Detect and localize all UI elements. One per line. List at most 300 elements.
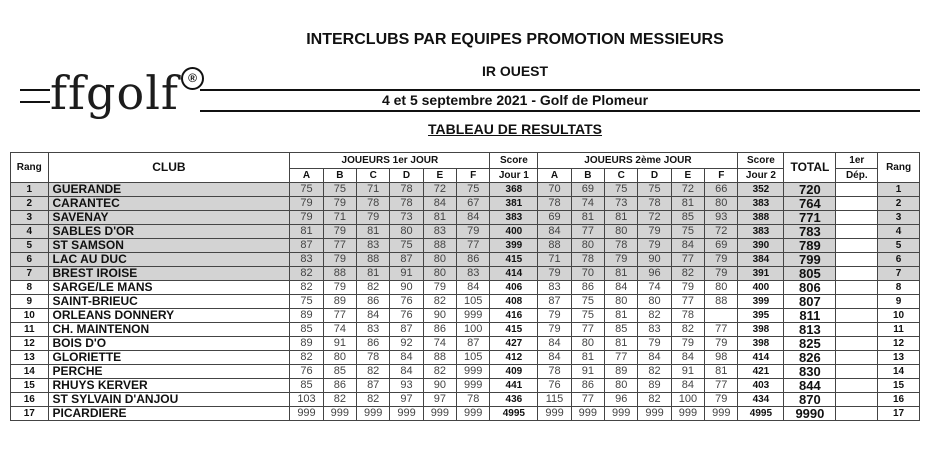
day1-score-cell: 105 bbox=[457, 295, 490, 309]
day1-score-cell: 75 bbox=[323, 183, 356, 197]
day2-score-cell: 74 bbox=[571, 197, 604, 211]
day1-score-cell: 75 bbox=[457, 183, 490, 197]
total-cell: 805 bbox=[784, 267, 836, 281]
rank-cell: 11 bbox=[11, 323, 49, 337]
club-cell: SAVENAY bbox=[48, 211, 290, 225]
day1-score-cell: 82 bbox=[423, 365, 456, 379]
rank-cell: 16 bbox=[11, 393, 49, 407]
rank-cell: 3 bbox=[11, 211, 49, 225]
day2-score-cell: 81 bbox=[605, 211, 638, 225]
day2-score-cell: 80 bbox=[605, 295, 638, 309]
rank2-cell: 6 bbox=[878, 253, 920, 267]
col-rang: Rang bbox=[11, 153, 49, 183]
total-cell: 844 bbox=[784, 379, 836, 393]
score-day2-cell: 403 bbox=[738, 379, 784, 393]
col-rang2: Rang bbox=[878, 153, 920, 183]
day1-score-cell: 103 bbox=[290, 393, 323, 407]
day1-score-cell: 81 bbox=[357, 267, 390, 281]
day1-score-cell: 79 bbox=[290, 211, 323, 225]
day1-score-cell: 78 bbox=[357, 197, 390, 211]
day1-score-cell: 85 bbox=[290, 323, 323, 337]
departure-cell bbox=[836, 365, 878, 379]
score-day2-cell: 398 bbox=[738, 323, 784, 337]
subtitle: TABLEAU DE RESULTATS bbox=[428, 121, 602, 137]
day2-score-cell: 999 bbox=[638, 407, 671, 421]
table-row bbox=[11, 295, 920, 309]
day1-score-cell: 76 bbox=[390, 309, 423, 323]
day1-score-cell: 84 bbox=[457, 281, 490, 295]
day2-score-cell: 80 bbox=[605, 225, 638, 239]
day2-score-cell: 79 bbox=[671, 281, 704, 295]
table-row bbox=[11, 253, 920, 267]
day1-score-cell: 91 bbox=[323, 337, 356, 351]
club-cell: LAC AU DUC bbox=[48, 253, 290, 267]
day1-score-cell: 87 bbox=[290, 239, 323, 253]
day2-score-cell: 82 bbox=[638, 309, 671, 323]
rank-cell: 13 bbox=[11, 351, 49, 365]
day1-score-cell: 90 bbox=[390, 281, 423, 295]
day2-score-cell: 75 bbox=[638, 183, 671, 197]
day1-score-cell: 78 bbox=[390, 197, 423, 211]
day2-score-cell: 84 bbox=[605, 281, 638, 295]
day2-score-cell: 89 bbox=[605, 365, 638, 379]
departure-cell bbox=[836, 183, 878, 197]
day2-score-cell: 71 bbox=[538, 253, 571, 267]
day2-score-cell: 77 bbox=[571, 225, 604, 239]
total-cell: 826 bbox=[784, 351, 836, 365]
day1-score-cell: 82 bbox=[290, 351, 323, 365]
day2-score-cell: 100 bbox=[671, 393, 704, 407]
day1-score-cell: 83 bbox=[457, 267, 490, 281]
score-day1-cell: 400 bbox=[490, 225, 538, 239]
score-day1-cell: 436 bbox=[490, 393, 538, 407]
col-d1-c: C bbox=[357, 169, 390, 183]
day2-score-cell: 79 bbox=[605, 253, 638, 267]
score-day1-cell: 406 bbox=[490, 281, 538, 295]
day1-score-cell: 72 bbox=[423, 183, 456, 197]
club-cell: GLORIETTE bbox=[48, 351, 290, 365]
departure-cell bbox=[836, 379, 878, 393]
day2-score-cell: 79 bbox=[538, 267, 571, 281]
day1-score-cell: 81 bbox=[357, 225, 390, 239]
day2-score-cell: 77 bbox=[705, 323, 738, 337]
day1-score-cell: 97 bbox=[390, 393, 423, 407]
rank2-cell: 3 bbox=[878, 211, 920, 225]
day2-score-cell: 999 bbox=[671, 407, 704, 421]
score-day1-cell: 383 bbox=[490, 211, 538, 225]
total-cell: 764 bbox=[784, 197, 836, 211]
day2-score-cell: 80 bbox=[571, 239, 604, 253]
day2-score-cell: 78 bbox=[605, 239, 638, 253]
rank2-cell: 10 bbox=[878, 309, 920, 323]
day1-score-cell: 84 bbox=[457, 211, 490, 225]
day1-score-cell: 77 bbox=[457, 239, 490, 253]
score-day1-cell: 399 bbox=[490, 239, 538, 253]
departure-cell bbox=[836, 197, 878, 211]
club-cell: SABLES D'OR bbox=[48, 225, 290, 239]
club-cell: CARANTEC bbox=[48, 197, 290, 211]
day2-score-cell: 86 bbox=[571, 379, 604, 393]
day2-score-cell: 70 bbox=[571, 267, 604, 281]
day1-score-cell: 82 bbox=[323, 393, 356, 407]
day1-score-cell: 999 bbox=[323, 407, 356, 421]
col-d2-e: E bbox=[671, 169, 704, 183]
day2-score-cell: 81 bbox=[705, 365, 738, 379]
day2-score-cell: 77 bbox=[671, 295, 704, 309]
day2-score-cell: 84 bbox=[671, 351, 704, 365]
day2-score-cell: 80 bbox=[705, 281, 738, 295]
club-cell: PERCHE bbox=[48, 365, 290, 379]
col-total: TOTAL bbox=[784, 153, 836, 183]
score-day1-cell: 427 bbox=[490, 337, 538, 351]
day1-score-cell: 83 bbox=[357, 323, 390, 337]
col-d2-c: C bbox=[605, 169, 638, 183]
day2-score-cell: 999 bbox=[605, 407, 638, 421]
day1-score-cell: 86 bbox=[357, 295, 390, 309]
day1-score-cell: 79 bbox=[290, 197, 323, 211]
total-cell: 789 bbox=[784, 239, 836, 253]
table-row bbox=[11, 351, 920, 365]
score-day2-cell: 352 bbox=[738, 183, 784, 197]
day1-score-cell: 88 bbox=[423, 239, 456, 253]
rank-cell: 12 bbox=[11, 337, 49, 351]
day2-score-cell: 79 bbox=[705, 393, 738, 407]
day2-score-cell: 83 bbox=[638, 323, 671, 337]
score-day2-cell: 388 bbox=[738, 211, 784, 225]
day2-score-cell: 82 bbox=[638, 393, 671, 407]
day2-score-cell: 78 bbox=[571, 253, 604, 267]
day1-score-cell: 83 bbox=[290, 253, 323, 267]
departure-cell bbox=[836, 337, 878, 351]
table-row bbox=[11, 309, 920, 323]
col-d2-a: A bbox=[538, 169, 571, 183]
club-cell: SAINT-BRIEUC bbox=[48, 295, 290, 309]
departure-cell bbox=[836, 351, 878, 365]
total-cell: 720 bbox=[784, 183, 836, 197]
day2-score-cell: 89 bbox=[638, 379, 671, 393]
day2-score-cell: 80 bbox=[705, 197, 738, 211]
club-cell: PICARDIERE bbox=[48, 407, 290, 421]
day1-score-cell: 91 bbox=[390, 267, 423, 281]
day2-score-cell: 96 bbox=[638, 267, 671, 281]
col-score2-b: Jour 2 bbox=[738, 169, 784, 183]
day1-score-cell: 78 bbox=[357, 351, 390, 365]
day2-score-cell: 90 bbox=[638, 253, 671, 267]
rank2-cell: 15 bbox=[878, 379, 920, 393]
score-day2-cell: 4995 bbox=[738, 407, 784, 421]
table-row bbox=[11, 197, 920, 211]
departure-cell bbox=[836, 295, 878, 309]
day2-score-cell: 73 bbox=[605, 197, 638, 211]
day1-score-cell: 88 bbox=[423, 351, 456, 365]
day1-score-cell: 75 bbox=[390, 239, 423, 253]
rank-cell: 6 bbox=[11, 253, 49, 267]
page-title: INTERCLUBS PAR EQUIPES PROMOTION MESSIEURS bbox=[306, 31, 724, 48]
day1-score-cell: 87 bbox=[390, 323, 423, 337]
day2-score-cell: 72 bbox=[671, 183, 704, 197]
day1-score-cell: 80 bbox=[390, 225, 423, 239]
day2-score-cell: 75 bbox=[671, 225, 704, 239]
day1-score-cell: 77 bbox=[323, 309, 356, 323]
departure-cell bbox=[836, 309, 878, 323]
day1-score-cell: 999 bbox=[457, 309, 490, 323]
day2-score-cell: 77 bbox=[671, 253, 704, 267]
day2-score-cell: 75 bbox=[571, 309, 604, 323]
total-cell: 9990 bbox=[784, 407, 836, 421]
day1-score-cell: 80 bbox=[323, 351, 356, 365]
day1-score-cell: 79 bbox=[423, 281, 456, 295]
day1-score-cell: 75 bbox=[290, 183, 323, 197]
rank-cell: 15 bbox=[11, 379, 49, 393]
date-venue: 4 et 5 septembre 2021 - Golf de Plomeur bbox=[381, 92, 649, 108]
day1-score-cell: 82 bbox=[357, 393, 390, 407]
col-d1-f: F bbox=[457, 169, 490, 183]
rule-left-top bbox=[20, 89, 50, 91]
club-cell: ST SAMSON bbox=[48, 239, 290, 253]
day2-score-cell: 82 bbox=[671, 323, 704, 337]
region-title: IR OUEST bbox=[481, 63, 549, 79]
day2-score-cell: 84 bbox=[538, 225, 571, 239]
day1-score-cell: 80 bbox=[423, 253, 456, 267]
score-day1-cell: 416 bbox=[490, 309, 538, 323]
departure-cell bbox=[836, 225, 878, 239]
day2-score-cell: 85 bbox=[605, 323, 638, 337]
day1-score-cell: 82 bbox=[357, 281, 390, 295]
day2-score-cell bbox=[705, 309, 738, 323]
rank-cell: 8 bbox=[11, 281, 49, 295]
day1-score-cell: 90 bbox=[423, 309, 456, 323]
day1-score-cell: 105 bbox=[457, 351, 490, 365]
day2-score-cell: 999 bbox=[571, 407, 604, 421]
day1-score-cell: 79 bbox=[323, 253, 356, 267]
day1-score-cell: 80 bbox=[423, 267, 456, 281]
rule-left-bottom bbox=[20, 101, 50, 103]
col-d1-d: D bbox=[390, 169, 423, 183]
day1-score-cell: 999 bbox=[423, 407, 456, 421]
day1-score-cell: 86 bbox=[357, 337, 390, 351]
day1-score-cell: 84 bbox=[390, 365, 423, 379]
day2-score-cell: 87 bbox=[538, 295, 571, 309]
score-day1-cell: 412 bbox=[490, 351, 538, 365]
rank2-cell: 4 bbox=[878, 225, 920, 239]
day2-score-cell: 84 bbox=[638, 351, 671, 365]
total-cell: 799 bbox=[784, 253, 836, 267]
col-d2-b: B bbox=[571, 169, 604, 183]
day2-score-cell: 79 bbox=[538, 323, 571, 337]
col-d2-f: F bbox=[705, 169, 738, 183]
day1-score-cell: 999 bbox=[390, 407, 423, 421]
score-day1-cell: 4995 bbox=[490, 407, 538, 421]
day2-score-cell: 72 bbox=[705, 225, 738, 239]
col-score1-b: Jour 1 bbox=[490, 169, 538, 183]
day1-score-cell: 87 bbox=[390, 253, 423, 267]
day1-score-cell: 82 bbox=[290, 281, 323, 295]
rank2-cell: 16 bbox=[878, 393, 920, 407]
day2-score-cell: 69 bbox=[705, 239, 738, 253]
day1-score-cell: 84 bbox=[390, 351, 423, 365]
col-d1-e: E bbox=[423, 169, 456, 183]
day1-score-cell: 85 bbox=[290, 379, 323, 393]
day1-score-cell: 67 bbox=[457, 197, 490, 211]
day1-score-cell: 77 bbox=[323, 239, 356, 253]
day2-score-cell: 81 bbox=[605, 337, 638, 351]
day1-score-cell: 86 bbox=[423, 323, 456, 337]
rank-cell: 4 bbox=[11, 225, 49, 239]
day1-score-cell: 999 bbox=[457, 407, 490, 421]
club-cell: RHUYS KERVER bbox=[48, 379, 290, 393]
day1-score-cell: 88 bbox=[323, 267, 356, 281]
results-table bbox=[10, 152, 920, 421]
rank2-cell: 9 bbox=[878, 295, 920, 309]
day2-score-cell: 84 bbox=[538, 337, 571, 351]
day1-score-cell: 78 bbox=[457, 393, 490, 407]
day1-score-cell: 999 bbox=[357, 407, 390, 421]
day2-score-cell: 80 bbox=[638, 295, 671, 309]
rank-cell: 7 bbox=[11, 267, 49, 281]
col-day2: JOUEURS 2ème JOUR bbox=[538, 153, 738, 169]
day1-score-cell: 75 bbox=[290, 295, 323, 309]
rank-cell: 10 bbox=[11, 309, 49, 323]
day2-score-cell: 66 bbox=[705, 183, 738, 197]
day1-score-cell: 81 bbox=[290, 225, 323, 239]
score-day2-cell: 395 bbox=[738, 309, 784, 323]
day1-score-cell: 100 bbox=[457, 323, 490, 337]
score-day1-cell: 414 bbox=[490, 267, 538, 281]
day2-score-cell: 91 bbox=[671, 365, 704, 379]
total-cell: 811 bbox=[784, 309, 836, 323]
day1-score-cell: 71 bbox=[357, 183, 390, 197]
day1-score-cell: 78 bbox=[390, 183, 423, 197]
rule-right-top bbox=[200, 89, 920, 91]
day1-score-cell: 84 bbox=[357, 309, 390, 323]
day2-score-cell: 78 bbox=[538, 365, 571, 379]
day1-score-cell: 73 bbox=[390, 211, 423, 225]
total-cell: 830 bbox=[784, 365, 836, 379]
day2-score-cell: 79 bbox=[671, 337, 704, 351]
day2-score-cell: 82 bbox=[671, 267, 704, 281]
table-row bbox=[11, 281, 920, 295]
day2-score-cell: 77 bbox=[605, 351, 638, 365]
day2-score-cell: 78 bbox=[671, 309, 704, 323]
day1-score-cell: 81 bbox=[423, 211, 456, 225]
score-day1-cell: 441 bbox=[490, 379, 538, 393]
col-score2-a: Score bbox=[738, 153, 784, 169]
total-cell: 771 bbox=[784, 211, 836, 225]
day2-score-cell: 88 bbox=[705, 295, 738, 309]
day2-score-cell: 79 bbox=[538, 309, 571, 323]
day2-score-cell: 76 bbox=[538, 379, 571, 393]
table-row bbox=[11, 225, 920, 239]
day2-score-cell: 79 bbox=[705, 253, 738, 267]
rank-cell: 1 bbox=[11, 183, 49, 197]
day2-score-cell: 79 bbox=[705, 267, 738, 281]
score-day2-cell: 414 bbox=[738, 351, 784, 365]
registered-mark-icon: ® bbox=[181, 67, 204, 90]
total-cell: 870 bbox=[784, 393, 836, 407]
day2-score-cell: 115 bbox=[538, 393, 571, 407]
day2-score-cell: 78 bbox=[538, 197, 571, 211]
departure-cell bbox=[836, 323, 878, 337]
day2-score-cell: 81 bbox=[671, 197, 704, 211]
day2-score-cell: 75 bbox=[571, 295, 604, 309]
score-day1-cell: 409 bbox=[490, 365, 538, 379]
rank-cell: 2 bbox=[11, 197, 49, 211]
departure-cell bbox=[836, 211, 878, 225]
col-day1: JOUEURS 1er JOUR bbox=[290, 153, 490, 169]
rank2-cell: 17 bbox=[878, 407, 920, 421]
day2-score-cell: 91 bbox=[571, 365, 604, 379]
rank2-cell: 2 bbox=[878, 197, 920, 211]
day1-score-cell: 79 bbox=[323, 197, 356, 211]
day2-score-cell: 79 bbox=[638, 225, 671, 239]
rank2-cell: 7 bbox=[878, 267, 920, 281]
day1-score-cell: 86 bbox=[323, 379, 356, 393]
total-cell: 813 bbox=[784, 323, 836, 337]
day1-score-cell: 82 bbox=[423, 295, 456, 309]
table-row bbox=[11, 323, 920, 337]
day1-score-cell: 89 bbox=[290, 337, 323, 351]
score-day2-cell: 434 bbox=[738, 393, 784, 407]
rank2-cell: 8 bbox=[878, 281, 920, 295]
day2-score-cell: 81 bbox=[571, 351, 604, 365]
col-dep-b: Dép. bbox=[836, 169, 878, 183]
rank2-cell: 1 bbox=[878, 183, 920, 197]
day1-score-cell: 86 bbox=[457, 253, 490, 267]
table-row bbox=[11, 407, 920, 421]
day2-score-cell: 81 bbox=[605, 309, 638, 323]
table-row bbox=[11, 211, 920, 225]
day1-score-cell: 79 bbox=[357, 211, 390, 225]
day2-score-cell: 999 bbox=[705, 407, 738, 421]
table-row bbox=[11, 267, 920, 281]
day2-score-cell: 80 bbox=[571, 337, 604, 351]
day1-score-cell: 74 bbox=[423, 337, 456, 351]
day2-score-cell: 86 bbox=[571, 281, 604, 295]
club-cell: BREST IROISE bbox=[48, 267, 290, 281]
day2-score-cell: 85 bbox=[671, 211, 704, 225]
score-day1-cell: 415 bbox=[490, 323, 538, 337]
score-day2-cell: 383 bbox=[738, 197, 784, 211]
day1-score-cell: 999 bbox=[290, 407, 323, 421]
day2-score-cell: 74 bbox=[638, 281, 671, 295]
col-club: CLUB bbox=[48, 153, 290, 183]
day1-score-cell: 92 bbox=[390, 337, 423, 351]
day2-score-cell: 96 bbox=[605, 393, 638, 407]
day1-score-cell: 74 bbox=[323, 323, 356, 337]
rank-cell: 9 bbox=[11, 295, 49, 309]
day1-score-cell: 83 bbox=[357, 239, 390, 253]
score-day1-cell: 408 bbox=[490, 295, 538, 309]
score-day1-cell: 415 bbox=[490, 253, 538, 267]
club-cell: CH. MAINTENON bbox=[48, 323, 290, 337]
day2-score-cell: 79 bbox=[638, 239, 671, 253]
day2-score-cell: 84 bbox=[538, 351, 571, 365]
day1-score-cell: 90 bbox=[423, 379, 456, 393]
score-day2-cell: 384 bbox=[738, 253, 784, 267]
day2-score-cell: 79 bbox=[638, 337, 671, 351]
day1-score-cell: 87 bbox=[357, 379, 390, 393]
day2-score-cell: 82 bbox=[638, 365, 671, 379]
day2-score-cell: 77 bbox=[705, 379, 738, 393]
day2-score-cell: 84 bbox=[671, 239, 704, 253]
departure-cell bbox=[836, 267, 878, 281]
day1-score-cell: 999 bbox=[457, 365, 490, 379]
total-cell: 806 bbox=[784, 281, 836, 295]
rank2-cell: 14 bbox=[878, 365, 920, 379]
departure-cell bbox=[836, 253, 878, 267]
table-row bbox=[11, 239, 920, 253]
rank2-cell: 11 bbox=[878, 323, 920, 337]
